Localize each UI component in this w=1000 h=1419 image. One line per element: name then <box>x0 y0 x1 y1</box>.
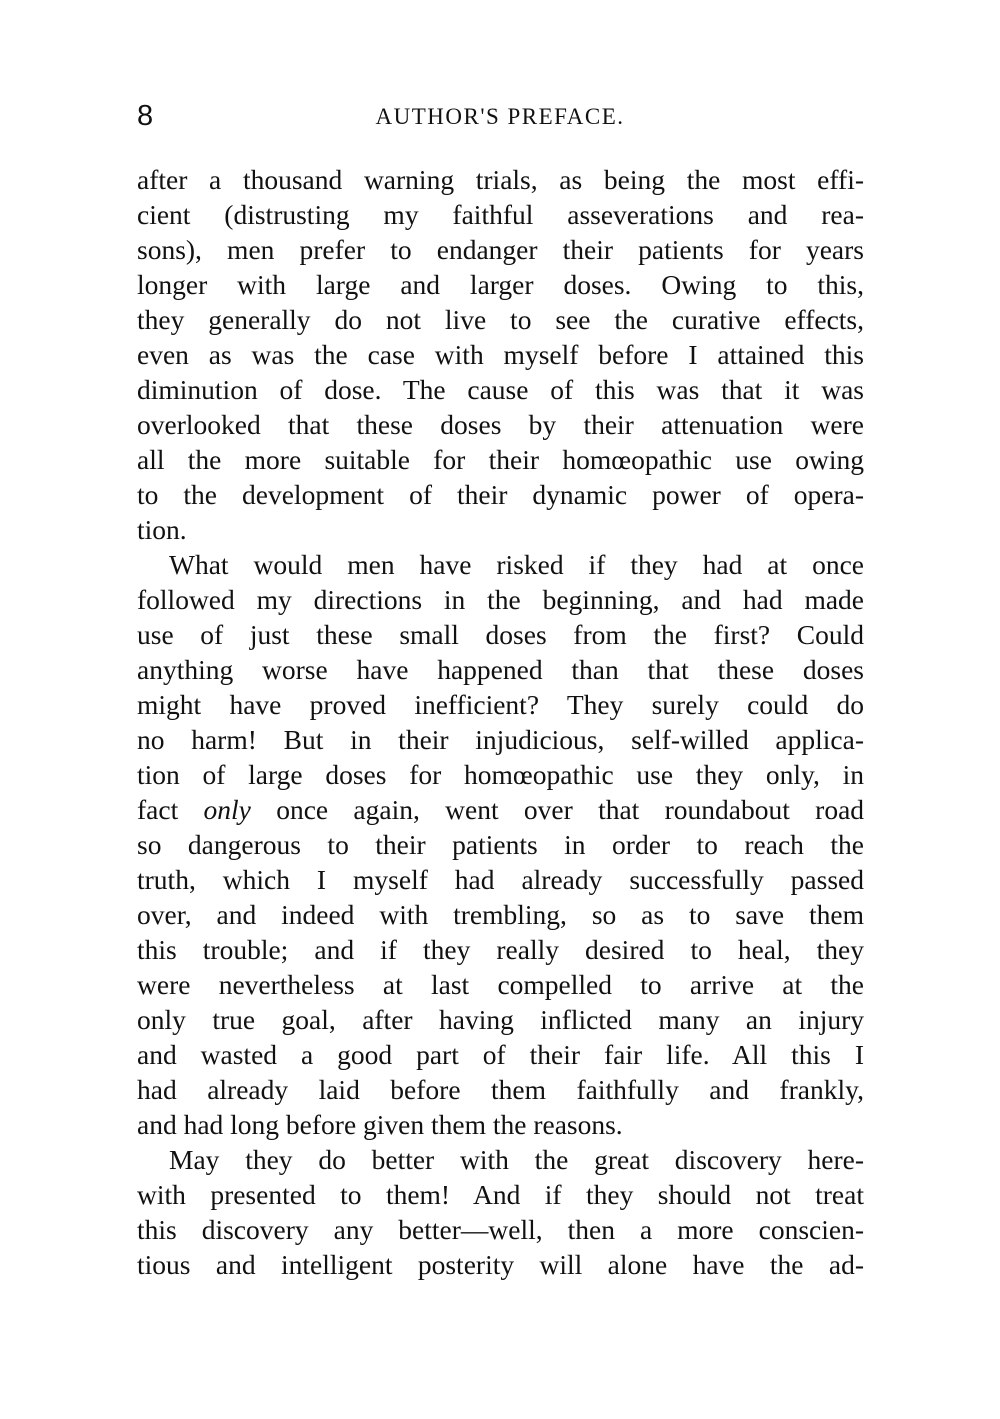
text-line: overlooked that these doses by their attenuation were <box>137 409 864 440</box>
text-line: cient (distrusting my faithful asseverations and rea- <box>137 199 864 230</box>
text-line: sons), men prefer to endanger their patients for years <box>137 234 864 265</box>
text-line: only true goal, after having inflicted many an injury <box>137 1004 864 1035</box>
text-line: and had long before given them the reasons. <box>137 1109 623 1140</box>
text-line: tious and intelligent posterity will alone have the ad- <box>137 1249 864 1280</box>
text-line: longer with large and larger doses. Owing to this, <box>137 269 864 300</box>
text-line: use of just these small doses from the first? Could <box>137 619 864 650</box>
text-line: What would men have risked if they had at once <box>169 549 864 580</box>
text-fragment: fact <box>137 794 179 825</box>
text-line: might have proved inefficient? They surely could do <box>137 689 864 720</box>
text-line: anything worse have happened than that these doses <box>137 654 864 685</box>
italic-word: only <box>203 794 251 825</box>
text-line: they generally do not live to see the curative effects, <box>137 304 864 335</box>
text-fragment: once again, went over that roundabout road <box>276 794 865 825</box>
text-line: this trouble; and if they really desired to heal, they <box>137 934 864 965</box>
text-line: over, and indeed with trembling, so as to save them <box>137 899 864 930</box>
text-line: even as was the case with myself before I attained this <box>137 339 864 370</box>
text-line: tion of large doses for homœopathic use they only, in <box>137 759 864 790</box>
body-text <box>137 162 864 1282</box>
text-line: no harm! But in their injudicious, self-willed applica- <box>137 724 864 755</box>
running-head: AUTHOR'S PREFACE. <box>375 104 625 129</box>
text-line: had already laid before them faithfully and frankly, <box>137 1074 864 1105</box>
text-line: with presented to them! And if they should not treat <box>137 1179 864 1210</box>
text-line: May they do better with the great discovery here- <box>169 1144 864 1175</box>
text-line: this discovery any better—well, then a more conscien- <box>137 1214 864 1245</box>
text-line: truth, which I myself had already successfully passed <box>137 864 864 895</box>
text-line: diminution of dose. The cause of this was that it was <box>137 374 864 405</box>
page-number: 8 <box>137 100 154 132</box>
text-line: all the more suitable for their homœopathic use owing <box>137 444 864 475</box>
text-line: tion. <box>137 514 187 545</box>
text-line: after a thousand warning trials, as being the most effi- <box>137 164 864 195</box>
text-line: to the development of their dynamic power of opera- <box>137 479 864 510</box>
text-line: and wasted a good part of their fair life. All this I <box>137 1039 864 1070</box>
text-line-with-italic <box>137 792 864 827</box>
text-line: were nevertheless at last compelled to arrive at the <box>137 969 864 1000</box>
text-line: so dangerous to their patients in order to reach the <box>137 829 864 860</box>
text-line: followed my directions in the beginning, and had made <box>137 584 864 615</box>
